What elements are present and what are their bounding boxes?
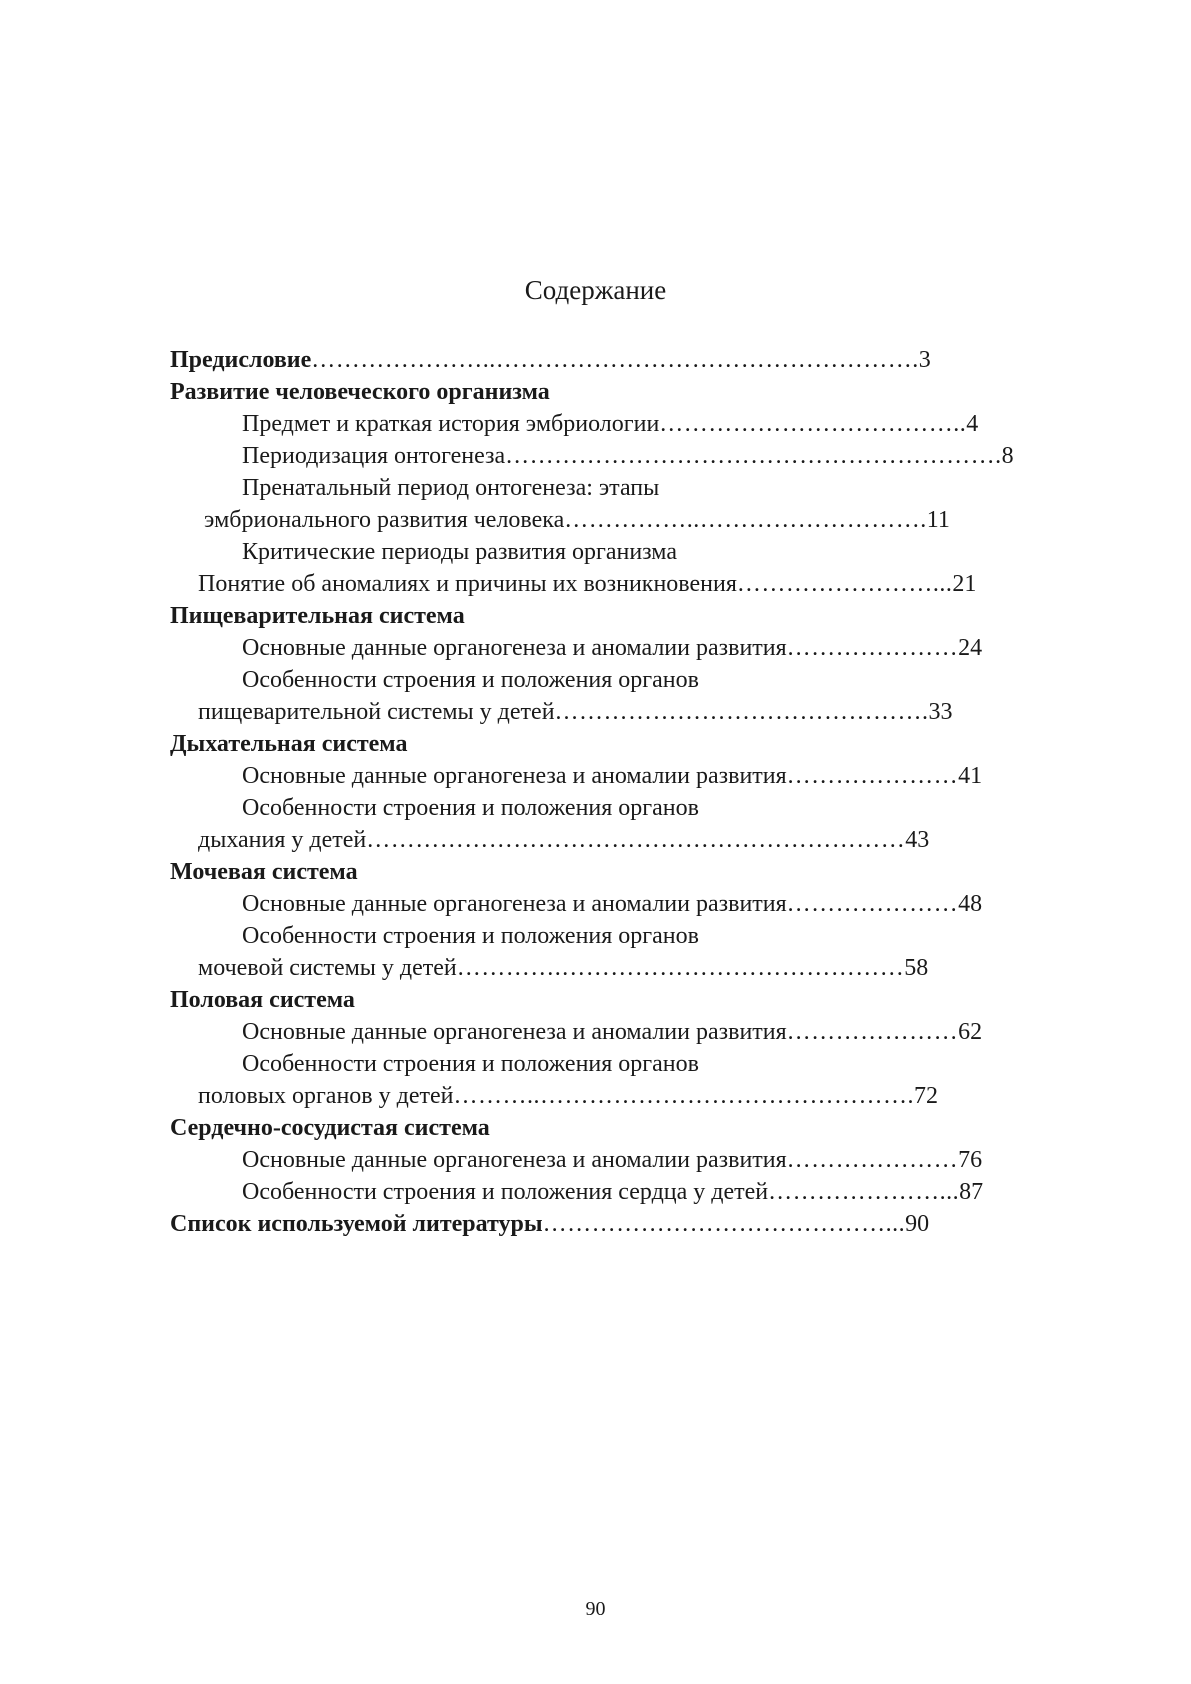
page-number: 90 bbox=[585, 1598, 606, 1620]
toc-entry bbox=[170, 600, 1100, 632]
toc-entry-leader: ………………… bbox=[786, 1019, 959, 1045]
toc-entry-page: 76 bbox=[958, 1147, 983, 1173]
toc-entry-page: 58 bbox=[904, 955, 929, 981]
toc-entry-title: дыхания у детей bbox=[198, 827, 367, 853]
toc-entry-leader: ………………… bbox=[786, 635, 959, 661]
toc-entry-title: Периодизация онтогенеза bbox=[242, 443, 506, 469]
toc-entry bbox=[170, 632, 1100, 664]
toc-entry-leader: ………………… bbox=[786, 1147, 959, 1173]
toc-entry bbox=[170, 1208, 1100, 1240]
toc-entry-leader: ………………… bbox=[786, 763, 959, 789]
toc-entry-title: Пищеварительная система bbox=[170, 603, 465, 629]
toc-entry-title: Предисловие bbox=[170, 347, 312, 373]
toc-entry-leader: …………………..……………………………………………. bbox=[311, 347, 919, 373]
toc-entry-page: 11 bbox=[926, 507, 950, 533]
toc-entry-page: 87 bbox=[959, 1179, 984, 1205]
toc-entry-title: Предмет и краткая история эмбриологии bbox=[242, 411, 660, 437]
toc-entry-page: 41 bbox=[958, 763, 983, 789]
toc-entry bbox=[170, 1016, 1100, 1048]
toc-entry-title: половых органов у детей bbox=[198, 1083, 454, 1109]
toc-entry bbox=[170, 920, 1100, 952]
toc-entry bbox=[170, 344, 1100, 376]
toc-entry-leader: ……………………………………………………. bbox=[505, 443, 1002, 469]
toc-entry-title: Критические периоды развития организма bbox=[242, 539, 677, 565]
toc-entry-title: Список используемой литературы bbox=[170, 1211, 543, 1237]
toc-entry-title: Основные данные органогенеза и аномалии развития bbox=[242, 635, 787, 661]
toc-entry-page: 48 bbox=[958, 891, 983, 917]
toc-entry bbox=[170, 440, 1100, 472]
toc-entry-page: 8 bbox=[1001, 443, 1014, 469]
toc-entry bbox=[170, 472, 1100, 504]
toc-entry bbox=[170, 536, 1100, 568]
toc-entry-page: 72 bbox=[913, 1083, 938, 1109]
toc-entry-title: Особенности строения и положения органов bbox=[242, 923, 699, 949]
toc-entry-page: 90 bbox=[905, 1211, 930, 1237]
toc-entry-leader: ………………… bbox=[786, 891, 959, 917]
toc-entry bbox=[170, 984, 1100, 1016]
toc-entry-leader: ………….…………………………………… bbox=[456, 955, 905, 981]
toc-entry-title: Понятие об аномалиях и причины их возникновения bbox=[198, 571, 737, 597]
toc-entry-title: Основные данные органогенеза и аномалии развития bbox=[242, 891, 787, 917]
toc-entry-title: Основные данные органогенеза и аномалии развития bbox=[242, 1147, 787, 1173]
toc-entry bbox=[170, 664, 1100, 696]
toc-entry-title: Дыхательная система bbox=[170, 731, 408, 757]
toc-entry-title: Особенности строения и положения сердца у детей bbox=[242, 1179, 769, 1205]
toc-entry bbox=[170, 568, 1100, 600]
toc-entry-title: Мочевая система bbox=[170, 859, 358, 885]
toc-entry-title: эмбрионального развития человека bbox=[204, 507, 565, 533]
toc-entry-leader: …………………... bbox=[768, 1179, 960, 1205]
toc-entry bbox=[170, 1112, 1100, 1144]
toc-entry-title: Пренатальный период онтогенеза: этапы bbox=[242, 475, 660, 501]
toc-entry bbox=[170, 1144, 1100, 1176]
toc-entry-leader: ………..………………………………………. bbox=[453, 1083, 914, 1109]
toc-entry-page: 4 bbox=[966, 411, 979, 437]
toc-entry bbox=[170, 856, 1100, 888]
toc-entry-page: 3 bbox=[918, 347, 931, 373]
toc-entry bbox=[170, 792, 1100, 824]
toc-entry-title: Сердечно-сосудистая система bbox=[170, 1115, 490, 1141]
toc-entry bbox=[170, 760, 1100, 792]
toc-entry-page: 21 bbox=[952, 571, 977, 597]
toc-entry bbox=[170, 1080, 1100, 1112]
toc-entry bbox=[170, 504, 1100, 536]
toc-entry-title: Половая система bbox=[170, 987, 355, 1013]
toc-entry bbox=[170, 1048, 1100, 1080]
toc-entry-title: Особенности строения и положения органов bbox=[242, 667, 699, 693]
toc-entry-page: 24 bbox=[958, 635, 983, 661]
toc-entry-page: 43 bbox=[905, 827, 930, 853]
toc-entry bbox=[170, 1176, 1100, 1208]
toc-entry bbox=[170, 728, 1100, 760]
toc-entry-leader: ………………………………………………………… bbox=[366, 827, 906, 853]
toc-entry bbox=[170, 824, 1100, 856]
toc-entry-title: Основные данные органогенеза и аномалии развития bbox=[242, 763, 787, 789]
page-title: Содержание bbox=[524, 275, 667, 305]
toc-entry bbox=[170, 952, 1100, 984]
toc-entry-title: мочевой системы у детей bbox=[198, 955, 457, 981]
toc-entry-leader: ………………………………………. bbox=[554, 699, 929, 725]
toc-entry-title: Особенности строения и положения органов bbox=[242, 795, 699, 821]
toc-entry-title: Развитие человеческого организма bbox=[170, 379, 550, 405]
toc-entry-title: Особенности строения и положения органов bbox=[242, 1051, 699, 1077]
toc-entry-leader: ……………………... bbox=[736, 571, 953, 597]
toc-entry-page: 33 bbox=[928, 699, 953, 725]
toc-entry-leader: ……………………………….. bbox=[659, 411, 967, 437]
toc-entry bbox=[170, 696, 1100, 728]
toc-entry-title: Основные данные органогенеза и аномалии развития bbox=[242, 1019, 787, 1045]
table-of-contents bbox=[170, 344, 1100, 1240]
toc-entry-page: 62 bbox=[958, 1019, 983, 1045]
toc-entry-title: пищеварительной системы у детей bbox=[198, 699, 555, 725]
toc-entry-leader: ……………………………………... bbox=[542, 1211, 906, 1237]
toc-entry bbox=[170, 408, 1100, 440]
toc-entry-leader: ……………..………………………. bbox=[564, 507, 927, 533]
toc-entry bbox=[170, 376, 1100, 408]
toc-entry bbox=[170, 888, 1100, 920]
